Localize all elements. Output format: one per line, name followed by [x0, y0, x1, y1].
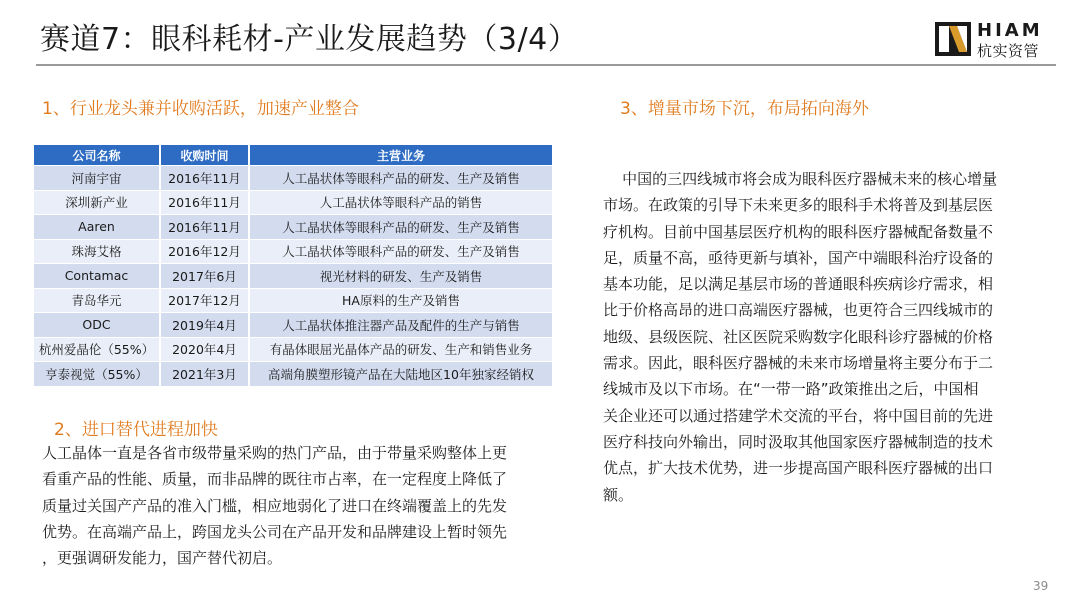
table-cell-business: 高端角膜塑形镜产品在大陆地区10年独家经销权 [250, 361, 552, 386]
table-cell-date: 2016年12月 [161, 239, 250, 264]
table-cell-business: 人工晶状体等眼科产品的销售 [250, 190, 552, 215]
paragraph-line: 基本功能，足以满足基层市场的普通眼科疾病诊疗需求，相 [603, 275, 994, 294]
table-cell-date: 2019年4月 [161, 312, 250, 337]
paragraph-line: 疗机构。目前中国基层医疗机构的眼科医疗器械配备数量不 [603, 222, 994, 241]
table-header-company: 公司名称 [34, 145, 161, 165]
table-cell-company: 亨泰视觉（55%） [34, 361, 161, 386]
table-cell-date: 2017年12月 [161, 288, 250, 313]
table-header-business: 主营业务 [250, 145, 552, 165]
table-cell-date: 2016年11月 [161, 214, 250, 239]
table-row [34, 214, 552, 239]
page-number: 39 [1033, 579, 1049, 593]
table-row [34, 190, 552, 215]
table-header-row [34, 145, 552, 165]
paragraph-line: 需求。因此，眼科医疗器械的未来市场增量将主要分布于二 [603, 354, 994, 373]
paragraph-line: ，更强调研发能力，国产替代初启。 [42, 549, 283, 568]
table-cell-business: 人工晶状体等眼科产品的研发、生产及销售 [250, 239, 552, 264]
table-row [34, 263, 552, 288]
page-title: 赛道7：眼科耗材-产业发展趋势（3/4） [40, 22, 579, 57]
table-cell-date: 2017年6月 [161, 263, 250, 288]
table-cell-date: 2020年4月 [161, 337, 250, 362]
section3-paragraph [603, 166, 1043, 508]
table-cell-business: 人工晶状体等眼科产品的研发、生产及销售 [250, 214, 552, 239]
table-cell-company: Contamac [34, 263, 161, 288]
table-row [34, 337, 552, 362]
company-logo [935, 18, 1065, 62]
table-cell-company: Aaren [34, 214, 161, 239]
table-cell-company: ODC [34, 312, 161, 337]
section2-paragraph [42, 440, 562, 571]
logo-text-en: HIAM [977, 20, 1043, 41]
paragraph-line: 线城市及以下市场。在“一带一路”政策推出之后，中国相 [603, 380, 979, 399]
paragraph-line: 地级、县级医院、社区医院采购数字化眼科诊疗器械的价格 [603, 327, 994, 346]
acquisition-table [34, 145, 552, 386]
table-cell-date: 2021年3月 [161, 361, 250, 386]
table-row [34, 165, 552, 190]
paragraph-line: 优点，扩大技术优势，进一步提高国产眼科医疗器械的出口 [603, 459, 994, 478]
table-cell-business: 视光材料的研发、生产及销售 [250, 263, 552, 288]
section1-heading: 1、行业龙头兼并收购活跃，加速产业整合 [42, 99, 359, 119]
table-row [34, 288, 552, 313]
paragraph-line: 中国的三四线城市将会成为眼科医疗器械未来的核心增量 [603, 170, 998, 188]
paragraph-line: 医疗科技向外输出，同时汲取其他国家医疗器械制造的技术 [603, 432, 994, 451]
paragraph-line: 市场。在政策的引导下未来更多的眼科手术将普及到基层医 [603, 196, 994, 215]
table-row [34, 312, 552, 337]
table-cell-date: 2016年11月 [161, 190, 250, 215]
table-cell-company: 深圳新产业 [34, 190, 161, 215]
paragraph-line: 比于价格高昂的进口高端医疗器械，也更符合三四线城市的 [603, 301, 994, 320]
table-row [34, 239, 552, 264]
paragraph-line: 关企业还可以通过搭建学术交流的平台，将中国目前的先进 [603, 406, 994, 425]
table-cell-business: 有晶体眼屈光晶体产品的研发、生产和销售业务 [250, 337, 552, 362]
hiam-logo-icon [935, 22, 971, 56]
table-cell-company: 珠海艾格 [34, 239, 161, 264]
table-cell-company: 河南宇宙 [34, 165, 161, 190]
logo-text-cn: 杭实资管 [977, 42, 1040, 60]
table-header-date: 收购时间 [161, 145, 250, 165]
paragraph-line: 质量过关国产产品的准入门槛，相应地弱化了进口在终端覆盖上的先发 [42, 496, 508, 515]
section2-heading: 2、进口替代进程加快 [54, 420, 218, 440]
table-cell-date: 2016年11月 [161, 165, 250, 190]
paragraph-line: 足，质量不高，亟待更新与填补，国产中端眼科治疗设备的 [603, 248, 994, 267]
table-cell-company: 青岛华元 [34, 288, 161, 313]
title-divider [36, 64, 1056, 66]
paragraph-line: 优势。在高端产品上，跨国龙头公司在产品开发和品牌建设上暂时领先 [42, 522, 508, 541]
table-cell-business: HA原料的生产及销售 [250, 288, 552, 313]
section3-heading: 3、增量市场下沉，布局拓向海外 [620, 99, 869, 119]
table-cell-business: 人工晶状体等眼科产品的研发、生产及销售 [250, 165, 552, 190]
paragraph-line: 人工晶体一直是各省市级带量采购的热门产品，由于带量采购整体上更 [42, 444, 508, 462]
paragraph-line: 额。 [603, 485, 634, 504]
table-row [34, 361, 552, 386]
paragraph-line: 看重产品的性能、质量，而非品牌的既往市占率，在一定程度上降低了 [42, 470, 508, 489]
table-cell-company: 杭州爱晶伦（55%） [34, 337, 161, 362]
table-cell-business: 人工晶状体推注器产品及配件的生产与销售 [250, 312, 552, 337]
